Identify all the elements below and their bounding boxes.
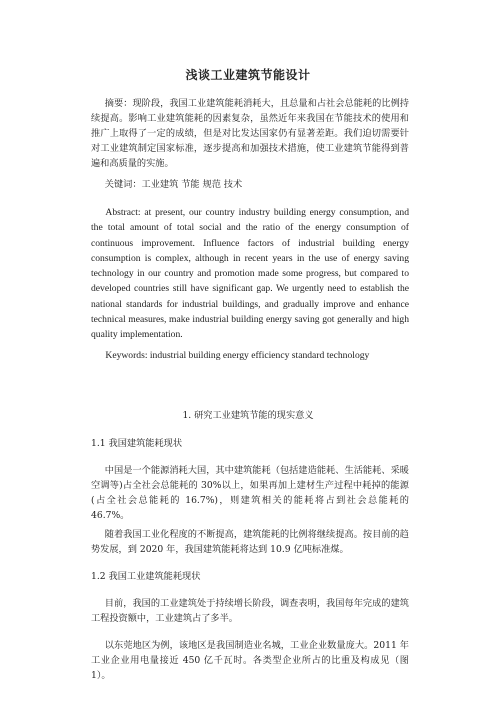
section-1-1-heading: 1.1 我国建筑能耗现状	[91, 438, 183, 449]
section-1-2-heading: 1.2 我国工业建筑能耗现状	[91, 571, 201, 582]
paragraph-dongguan-example: 以东莞地区为例，该地区是我国制造业名城，工业企业数量庞大。2011 年工业企业用电量接近 450 亿千瓦时。各类型企业所占的比重及构成见（图 1）。	[91, 640, 409, 681]
keywords-chinese: 关键词：工业建筑 节能 规范 技术	[104, 179, 243, 190]
abstract-chinese: 摘要：现阶段，我国工业建筑能耗消耗大，且总量和占社会总能耗的比例持续提高。影响工业建筑能耗的因素复杂，虽然近年来我国在节能技术的使用和推广上取得了一定的成绩，但是对比发达国家仍有显著差距。我们迫切需要针对工业建筑制定国家标准，逐步提高和加强技术措施，使工业建筑节能得到普遍和高质量的实施。	[91, 98, 409, 169]
paragraph-industrial-status: 目前，我国的工业建筑处于持续增长阶段，调查表明，我国每年完成的建筑工程投资额中，工业建筑占了多半。	[91, 598, 409, 624]
paragraph-trend: 随着我国工业化程度的不断提高，建筑能耗的比例将继续提高。按目前的趋势发展，到 2020 年，我国建筑能耗将达到 10.9 亿吨标准煤。	[91, 529, 409, 555]
document-title: 浅谈工业建筑节能设计	[185, 68, 311, 82]
paragraph-energy-consumption: 中国是一个能源消耗大国，其中建筑能耗（包括建造能耗、生活能耗、采暖空调等)占全社会总能耗的 30%以上，如果再加上建材生产过程中耗掉的能源(占全社会总能耗的 16.7%)，则建筑相关的能耗将占到社会总能耗的 46.7%。	[91, 465, 409, 521]
keywords-english: Keywords: industrial building energy efficiency standard technology	[105, 350, 370, 361]
section-1-heading: 1. 研究工业建筑节能的现实意义	[182, 410, 314, 421]
abstract-english: Abstract: at present, our country industry building energy consumption, and the total amount of total social and the ratio of the energy consumption of continuous improvement. Influence factors of industrial building energy consumption is complex, although in recent years in the use of energy saving technology in our country and promotion made some progress, but compared to developed countries still have significant gap. We urgently need to establish the national standards for industrial buildings, and gradually improve and enhance technical measures, make industrial building energy saving got generally and high quality implementation.	[91, 207, 409, 341]
